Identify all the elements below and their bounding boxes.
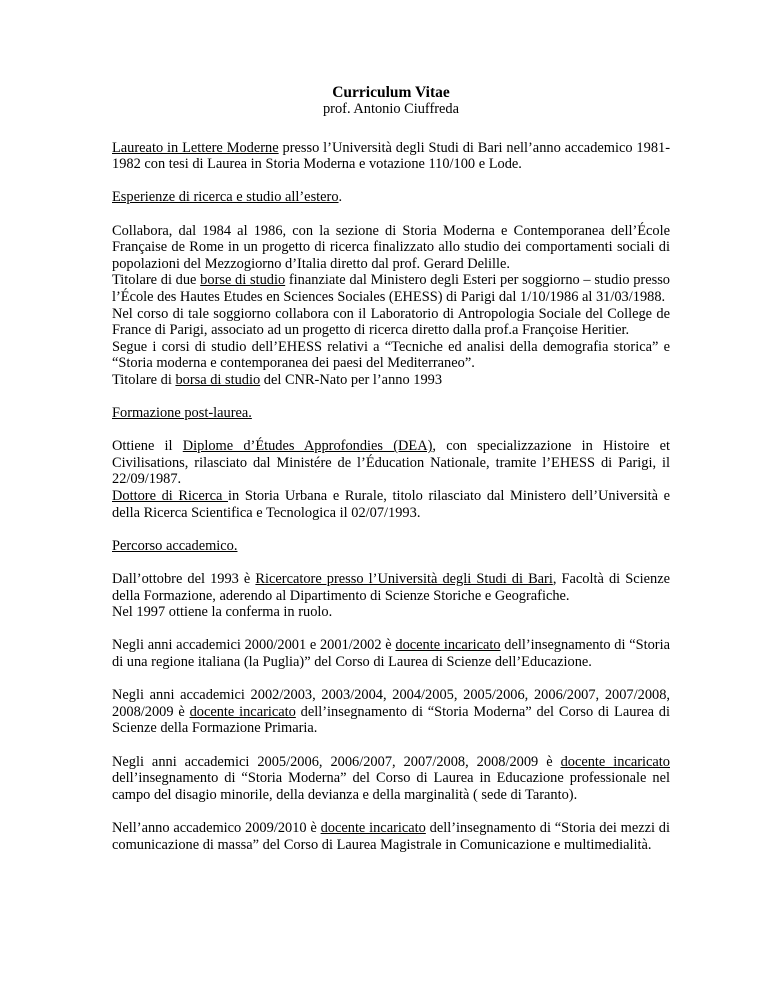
formazione-p1-post: , con specializzazione in Histoire et Civilisations, rilasciato dal Ministére de l’Éducation Nationale, tramite l’EHESS di Parigi, il 22/09/1987. <box>112 438 670 488</box>
estero-p5-post: del CNR-Nato per l’anno 1993 <box>260 371 443 388</box>
laurea-underlined: Laureato in Lettere Moderne <box>112 139 279 156</box>
percorso-p3-pre: Negli anni accademici 2002/2003, 2003/2004, 2004/2005, 2005/2006, 2006/2007, 2007/2008, 2008/2009 è <box>112 687 670 720</box>
document-subtitle: prof. Antonio Ciuffreda <box>322 101 460 117</box>
estero-heading-suffix: . <box>338 189 343 206</box>
percorso-p2-post: dell’insegnamento di “Storia di una regione italiana (la Puglia)” del Corso di Laurea di Scienze dell’Educazione. <box>112 637 670 670</box>
estero-paragraph <box>112 223 670 389</box>
laurea-text: presso l’Università degli Studi di Bari nell’anno accademico 1981-1982 con tesi di Laurea in Storia Moderna e votazione 110/100 e Lode. <box>112 139 671 173</box>
percorso-heading-text: Percorso accademico. <box>112 537 238 554</box>
formazione-p1-pre: Ottiene il <box>112 438 183 455</box>
percorso-p3-post: dell’insegnamento di “Storia Moderna” del Corso di Laurea di Scienze della Formazione Primaria. <box>112 703 670 737</box>
formazione-p1-underlined: Diplome d’Études Approfondies (DEA) <box>182 438 433 455</box>
percorso-paragraph-2 <box>112 637 670 670</box>
document-page <box>112 84 670 853</box>
percorso-paragraph-4 <box>112 754 670 804</box>
section-heading-estero <box>112 189 670 206</box>
estero-p2-post: finanziate dal Ministero degli Esteri per soggiorno – studio presso l’École des Hautes Etudes en Sciences Sociales (EHESS) di Parigi dal 1/10/1986 al 31/03/1988. <box>112 272 671 305</box>
formazione-paragraph <box>112 438 670 521</box>
estero-p2-pre: Titolare di due <box>112 272 201 289</box>
percorso-p1-line2: Nel 1997 ottiene la conferma in ruolo. <box>112 604 333 621</box>
percorso-paragraph-5 <box>112 820 670 853</box>
percorso-p1 <box>112 571 670 604</box>
estero-p2-underlined: borse di studio <box>200 272 286 289</box>
percorso-p1-underlined: Ricercatore presso l’Università degli Studi di Bari <box>255 571 553 588</box>
percorso-p3-underlined: docente incaricato <box>189 703 296 720</box>
percorso-p1-pre: Dall’ottobre del 1993 è <box>112 571 256 588</box>
percorso-p5-pre: Nell’anno accademico 2009/2010 è <box>112 819 321 836</box>
estero-heading-text: Esperienze di ricerca e studio all’estero <box>112 189 339 206</box>
formazione-heading-text: Formazione post-laurea. <box>112 405 252 422</box>
estero-p2 <box>112 272 670 305</box>
percorso-p2-underlined: docente incaricato <box>395 637 501 654</box>
formazione-p2-underlined: Dottore di Ricerca <box>112 488 228 505</box>
percorso-p5-post: dell’insegnamento di “Storia dei mezzi di comunicazione di massa” del Corso di Laurea Magistrale in Comunicazione e multimedialità. <box>112 819 671 853</box>
formazione-p2-post: in Storia Urbana e Rurale, titolo rilasciato dal Ministero dell’Università e della Ricerca Scientifica e Tecnologica il 02/07/1993. <box>112 488 670 521</box>
percorso-p2-pre: Negli anni accademici 2000/2001 e 2001/2002 è <box>112 637 396 654</box>
section-heading-formazione <box>112 405 670 422</box>
percorso-p4-pre: Negli anni accademici 2005/2006, 2006/2007, 2007/2008, 2008/2009 è <box>112 753 561 770</box>
estero-p3: Nel corso di tale soggiorno collabora con il Laboratorio di Antropologia Sociale del College de France di Parigi, associato ad un progetto di ricerca diretto dalla prof.a Françoise Heritier. <box>112 305 670 339</box>
laurea-paragraph <box>112 140 670 173</box>
document-title: Curriculum Vitae <box>332 84 450 101</box>
estero-p4: Segue i corsi di studio dell’EHESS relativi a “Tecniche ed analisi della demografia storica” e “Storia moderna e contemporanea dei paesi del Mediterraneo”. <box>112 338 670 372</box>
estero-p5-pre: Titolare di <box>112 371 176 388</box>
percorso-p1-post: , Facoltà di Scienze della Formazione, aderendo al Dipartimento di Scienze Storiche e Geografiche. <box>112 571 670 604</box>
section-heading-percorso <box>112 538 670 555</box>
percorso-p4-underlined: docente incaricato <box>560 753 670 770</box>
estero-p5-underlined: borsa di studio <box>175 371 261 388</box>
estero-p1: Collabora, dal 1984 al 1986, con la sezione di Storia Moderna e Contemporanea dell’École Française de Rome in un progetto di ricerca finalizzato allo studio dei comportamenti sociali di popolazioni del Mezzogiorno d’Italia diretto dal prof. Gerard Delille. <box>112 222 670 272</box>
formazione-p2 <box>112 488 670 521</box>
estero-p5 <box>112 372 670 389</box>
formazione-p1 <box>112 438 670 488</box>
percorso-paragraph-3 <box>112 687 670 737</box>
percorso-paragraph-1 <box>112 571 670 621</box>
percorso-p4-post: dell’insegnamento di “Storia Moderna” del Corso di Laurea in Educazione professionale nel campo del disagio minorile, della devianza e della marginalità ( sede di Taranto). <box>112 770 670 803</box>
percorso-p5-underlined: docente incaricato <box>320 819 426 836</box>
